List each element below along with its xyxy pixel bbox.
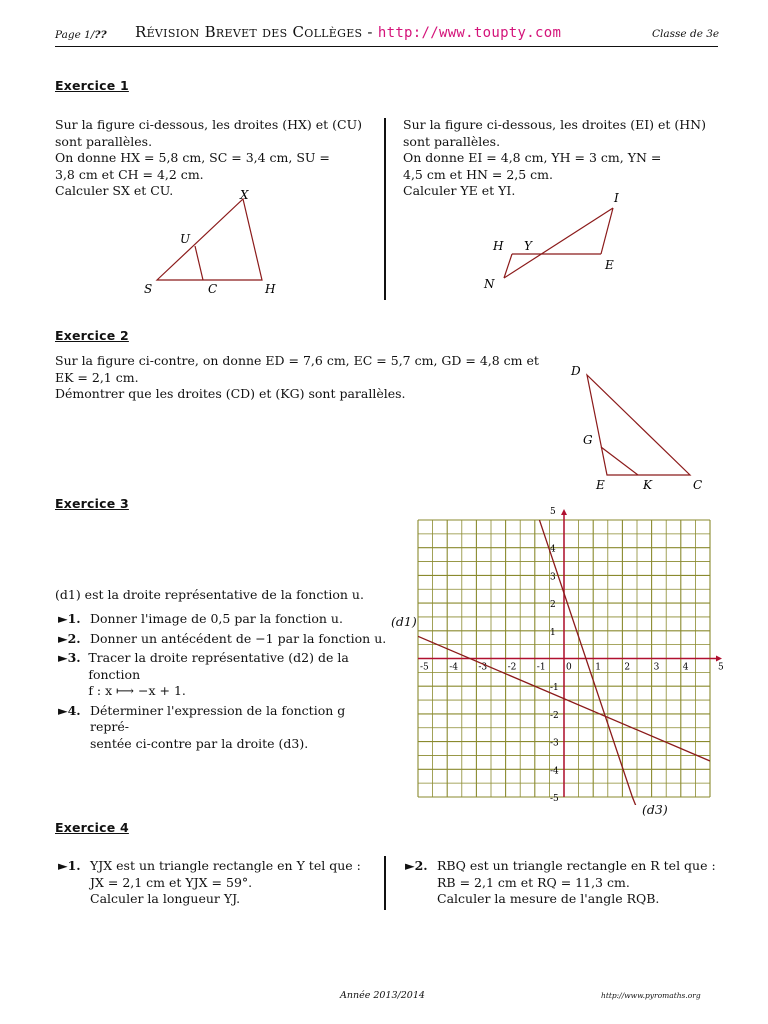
label-x: X (240, 188, 249, 202)
y-axis-arrow (561, 509, 567, 515)
x-tick-label: 4 (682, 662, 689, 673)
page-number: Page 1/?? (55, 29, 107, 41)
label-g: G (583, 433, 593, 447)
y-tick-label: -4 (550, 766, 559, 777)
x-tick-label: -2 (507, 662, 517, 673)
label-i: I (614, 191, 619, 205)
figure-triangle-dec (560, 360, 720, 495)
label-e: E (605, 258, 614, 272)
column-separator-2 (384, 856, 386, 910)
footer-year: Année 2013/2014 (340, 990, 425, 1001)
label-n: N (484, 277, 495, 291)
footer-url[interactable]: http://www.pyromaths.org (601, 991, 701, 1000)
question-item: ►3. Tracer la droite représentative (d2) de la fonction f : x ⟼ −x + 1. (58, 650, 349, 698)
y-tick-label: 1 (550, 627, 556, 638)
y-tick-label: -1 (550, 683, 559, 694)
y-tick-label: 3 (550, 572, 556, 583)
label-e3: E (596, 478, 605, 492)
question-item: ►4. Déterminer l'expression de la fonction g repré- sentée ci-contre par la droite (d3). (58, 702, 346, 751)
question-item: ►1. Donner l'image de 0,5 par la fonction u. (58, 611, 343, 626)
x-tick-label: 0 (566, 662, 572, 673)
exercise-1-right-text: Sur la figure ci-dessous, les droites (EI) et (HN) sont parallèles. On donne EI = 4,8 cm, YH = 3 cm, YN = 4,5 cm et HN = 2,5 cm. Calculer YE et YI. (403, 117, 706, 198)
exercise-3-intro: (d1) est la droite représentative de la fonction u. (55, 587, 364, 602)
label-c: C (208, 282, 218, 296)
exercise-3-title: Exercice 3 (55, 496, 129, 511)
y-tick-label: -2 (550, 710, 559, 721)
y-tick-label: -3 (550, 738, 559, 749)
label-c2: C (693, 478, 703, 492)
x-axis-arrow (716, 656, 722, 662)
y-tick-label: -5 (550, 794, 559, 804)
series-line (535, 506, 637, 805)
y-tick-label: 2 (550, 600, 556, 611)
figure-triangles-ei-hn (478, 188, 638, 298)
figure-triangle-sxh (130, 185, 290, 300)
exercise-1-left-text: Sur la figure ci-dessous, les droites (HX) et (CU) sont parallèles. On donne HX = 5,8 cm, SC = 3,4 cm, SU = 3,8 cm et CH = 4,2 cm. Calculer SX et CU. (55, 117, 362, 198)
exercise-4-left: ►1. YJX est un triangle rectangle en Y tel que : JX = 2,1 cm et YJX = 59°. Calculer la longueur YJ. (58, 858, 361, 906)
label-d: D (571, 364, 581, 378)
label-h2: H (493, 239, 504, 253)
d1-label: (d1) (391, 614, 417, 629)
question-item: ►2. Donner un antécédent de −1 par la fonction u. (58, 630, 387, 646)
x-tick-label: 5 (718, 662, 724, 673)
label-u: U (180, 232, 191, 246)
x-tick-label: 3 (653, 662, 660, 673)
exercise-2-title: Exercice 2 (55, 328, 129, 343)
x-tick-label: 1 (595, 662, 601, 673)
d3-label: (d3) (642, 802, 668, 817)
label-s: S (144, 282, 153, 296)
header-url[interactable]: http://www.toupty.com (377, 25, 562, 41)
x-tick-label: -4 (449, 662, 458, 673)
x-tick-label: -3 (478, 662, 488, 673)
y-tick-label: 4 (550, 544, 556, 555)
class-label: Classe de 3e (652, 28, 720, 40)
function-graph (410, 505, 730, 805)
header-rule (55, 46, 718, 47)
label-h: H (265, 282, 276, 296)
x-tick-label: -1 (536, 662, 546, 673)
series-line-extension (632, 797, 636, 805)
x-tick-label: -5 (420, 662, 429, 673)
exercise-1-title: Exercice 1 (55, 78, 129, 93)
exercise-3-questions (58, 611, 388, 752)
x-tick-label: 2 (624, 662, 631, 673)
label-y: Y (524, 239, 532, 253)
column-separator (384, 118, 386, 300)
label-k: K (643, 478, 652, 492)
page-title: Révision Brevet des Collèges - http://www.toupty.com (135, 23, 562, 41)
exercise-2-text: Sur la figure ci-contre, on donne ED = 7,6 cm, EC = 5,7 cm, GD = 4,8 cm et EK = 2,1 cm. Démontrer que les droites (CD) et (KG) sont parallèles. (55, 353, 539, 401)
exercise-4-title: Exercice 4 (55, 820, 129, 835)
y-tick-label: 5 (550, 507, 556, 517)
exercise-4-right: ►2. RBQ est un triangle rectangle en R tel que : RB = 2,1 cm et RQ = 11,3 cm. Calculer la mesure de l'angle RQB. (405, 858, 716, 906)
